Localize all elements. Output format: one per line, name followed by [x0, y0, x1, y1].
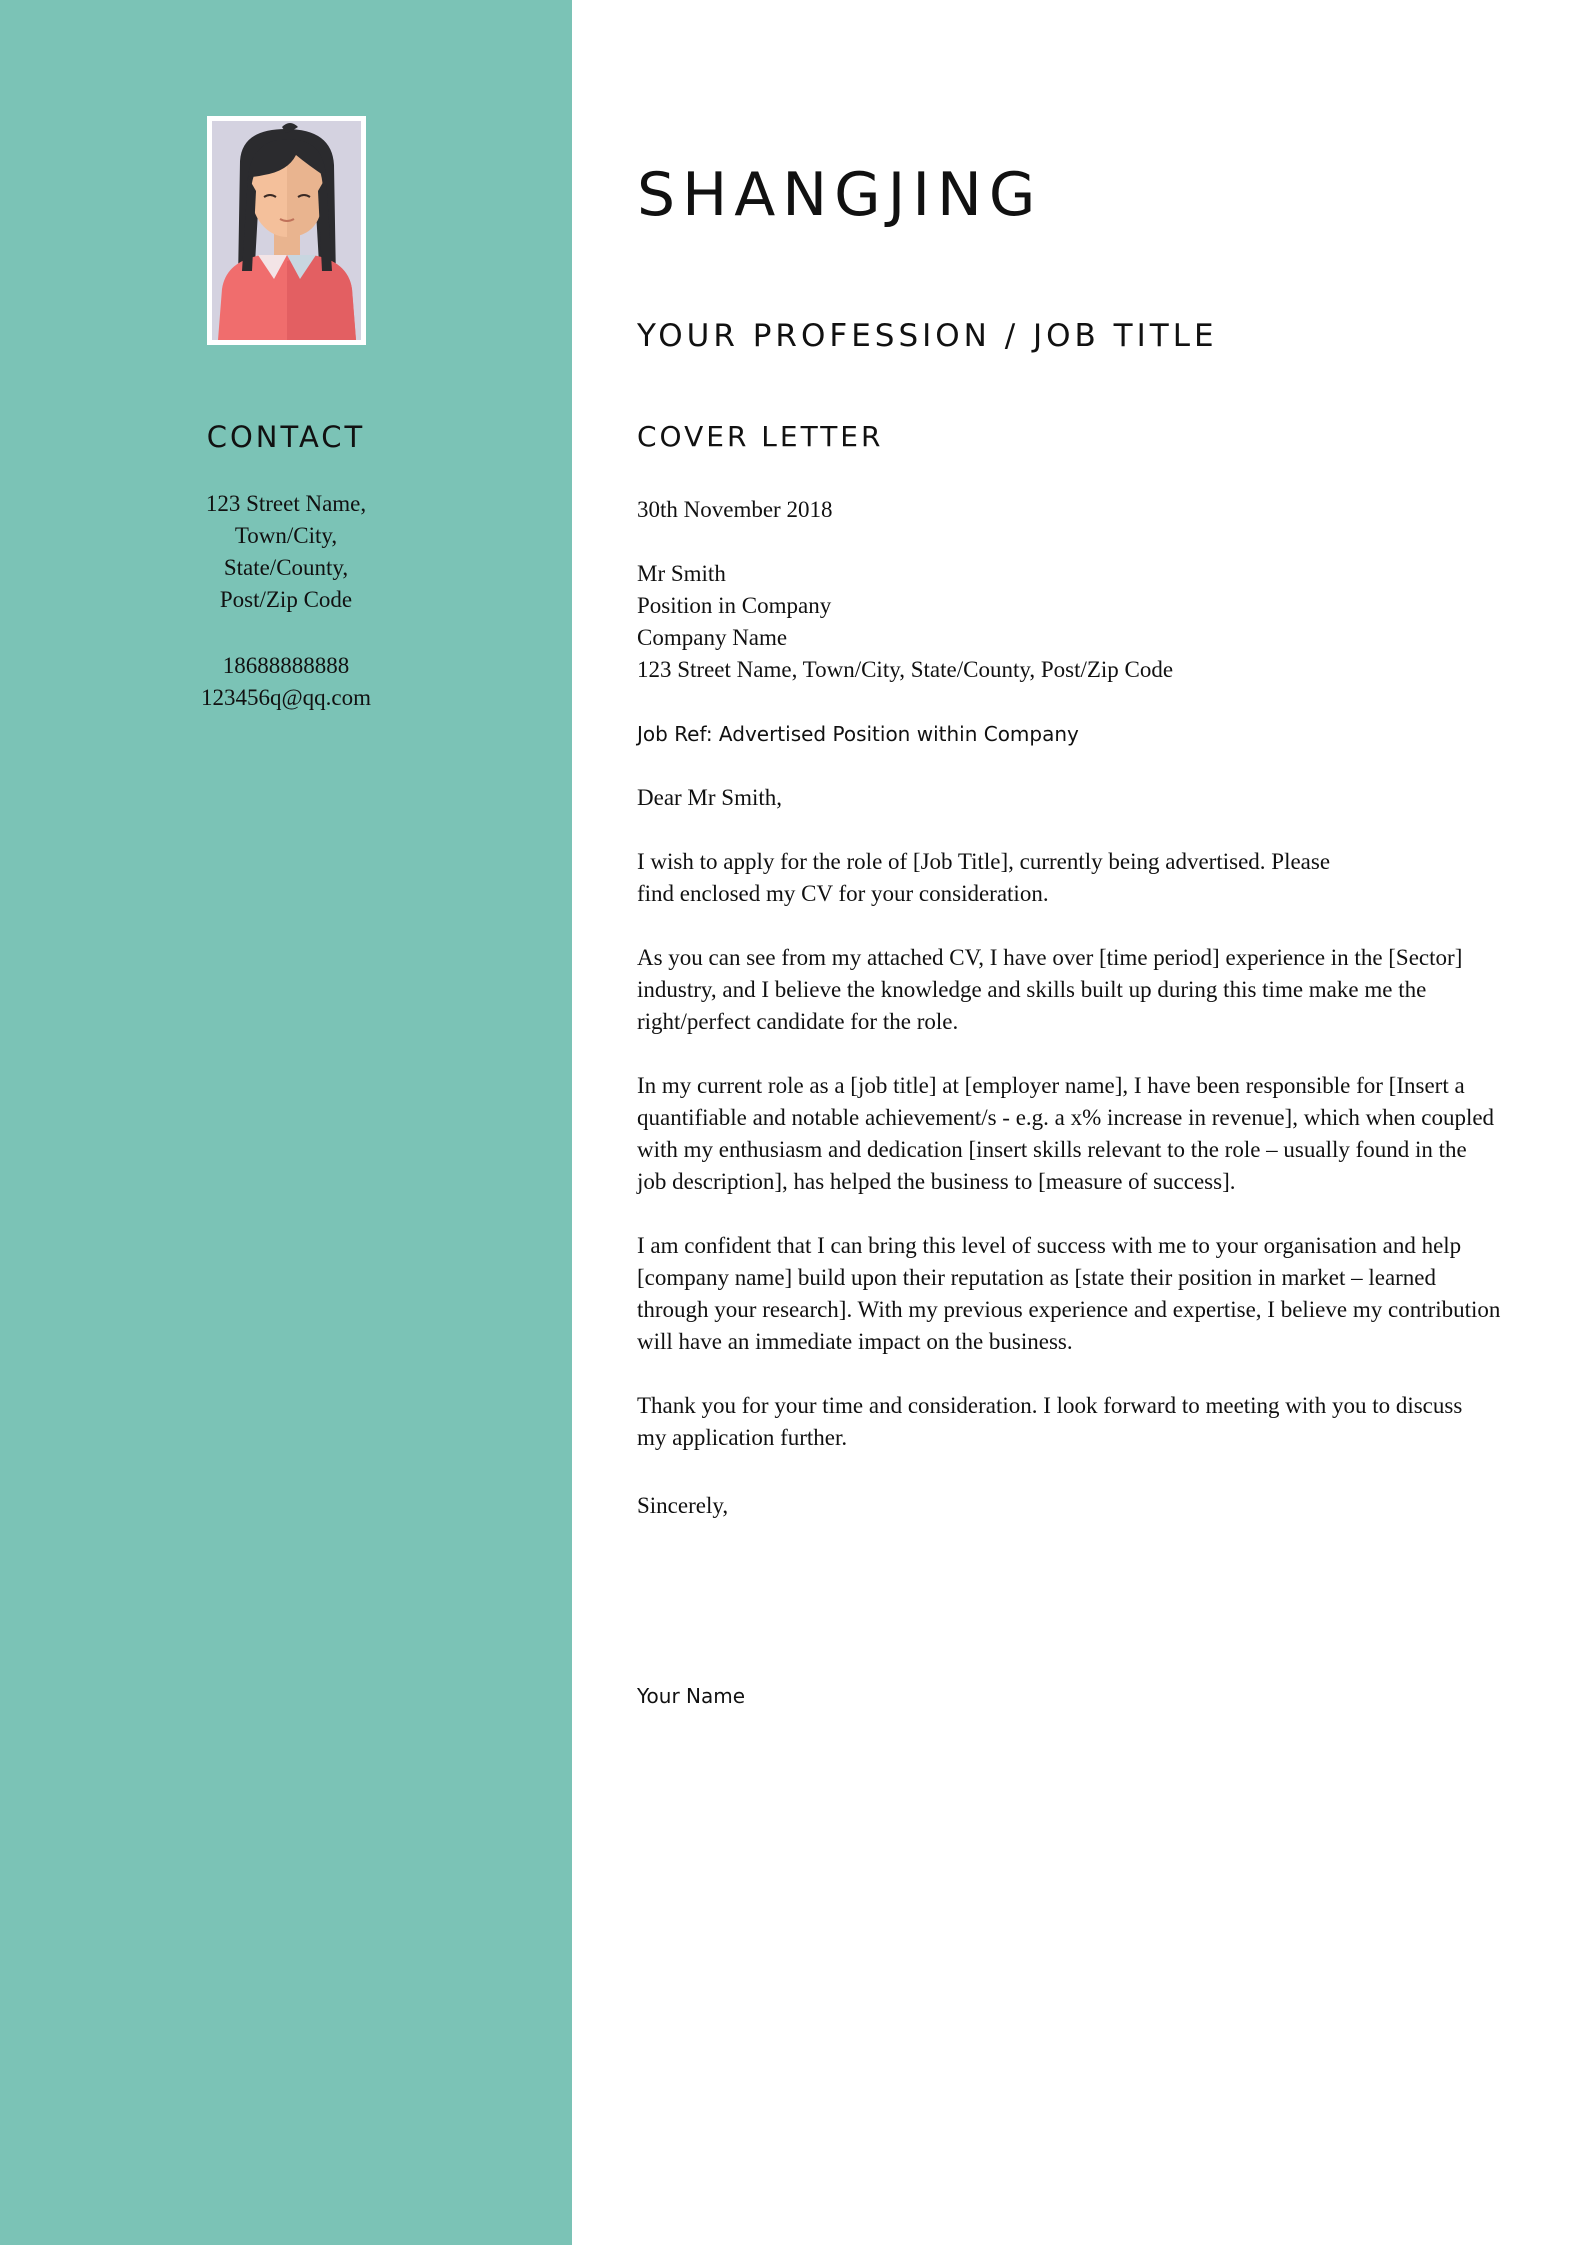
contact-phone: 18688888888 — [222, 653, 350, 678]
recipient-name: Mr Smith — [637, 561, 726, 586]
paragraph: As you can see from my attached CV, I have over [time period] experience in the [Sector] industry, and I believe the knowledge and skills built up during this time make me the right/perfect candidate for the role. — [637, 945, 1463, 1034]
contact-address — [0, 488, 572, 616]
paragraph: I am confident that I can bring this level of success with me to your organisation and help [company name] build upon their reputation as [state their position in market – learned through your research]. With my previous experience and expertise, I believe my contribution will have an immediate impact on the business. — [637, 1233, 1501, 1354]
signature-name: Your Name — [637, 1684, 746, 1708]
profile-photo — [207, 116, 366, 345]
sidebar — [0, 0, 572, 2245]
address-line: 123 Street Name, — [205, 491, 367, 516]
address-line: State/County, — [223, 555, 349, 580]
contact-heading: CONTACT — [206, 420, 366, 454]
applicant-name: SHANGJING — [637, 160, 1043, 230]
address-line: Town/City, — [234, 523, 338, 548]
contact-details — [0, 650, 572, 714]
contact-email: 123456q@qq.com — [200, 685, 372, 710]
job-title: YOUR PROFESSION / JOB TITLE — [637, 318, 1218, 354]
paragraph: I wish to apply for the role of [Job Title], currently being advertised. Please find enclosed my CV for your consideration. — [637, 849, 1331, 906]
job-reference: Job Ref: Advertised Position within Company — [637, 722, 1079, 746]
avatar-icon — [212, 121, 361, 340]
cover-letter-heading: COVER LETTER — [637, 420, 884, 453]
letter-date: 30th November 2018 — [637, 497, 833, 522]
address-line: Post/Zip Code — [219, 587, 353, 612]
recipient-company: Company Name — [637, 625, 788, 650]
recipient-position: Position in Company — [637, 593, 832, 618]
paragraph: Thank you for your time and consideration. I look forward to meeting with you to discuss my application further. — [637, 1393, 1463, 1450]
paragraph: In my current role as a [job title] at [employer name], I have been responsible for [Insert a quantifiable and notable achievement/s - e.g. a x% increase in revenue], which when coupled with my enthusiasm and dedication [insert skills relevant to the role – usually found in the job description], has helped the business to [measure of success]. — [637, 1073, 1495, 1194]
closing: Sincerely, — [637, 1493, 729, 1518]
salutation: Dear Mr Smith, — [637, 785, 783, 810]
recipient-address: 123 Street Name, Town/City, State/County, Post/Zip Code — [637, 657, 1174, 682]
